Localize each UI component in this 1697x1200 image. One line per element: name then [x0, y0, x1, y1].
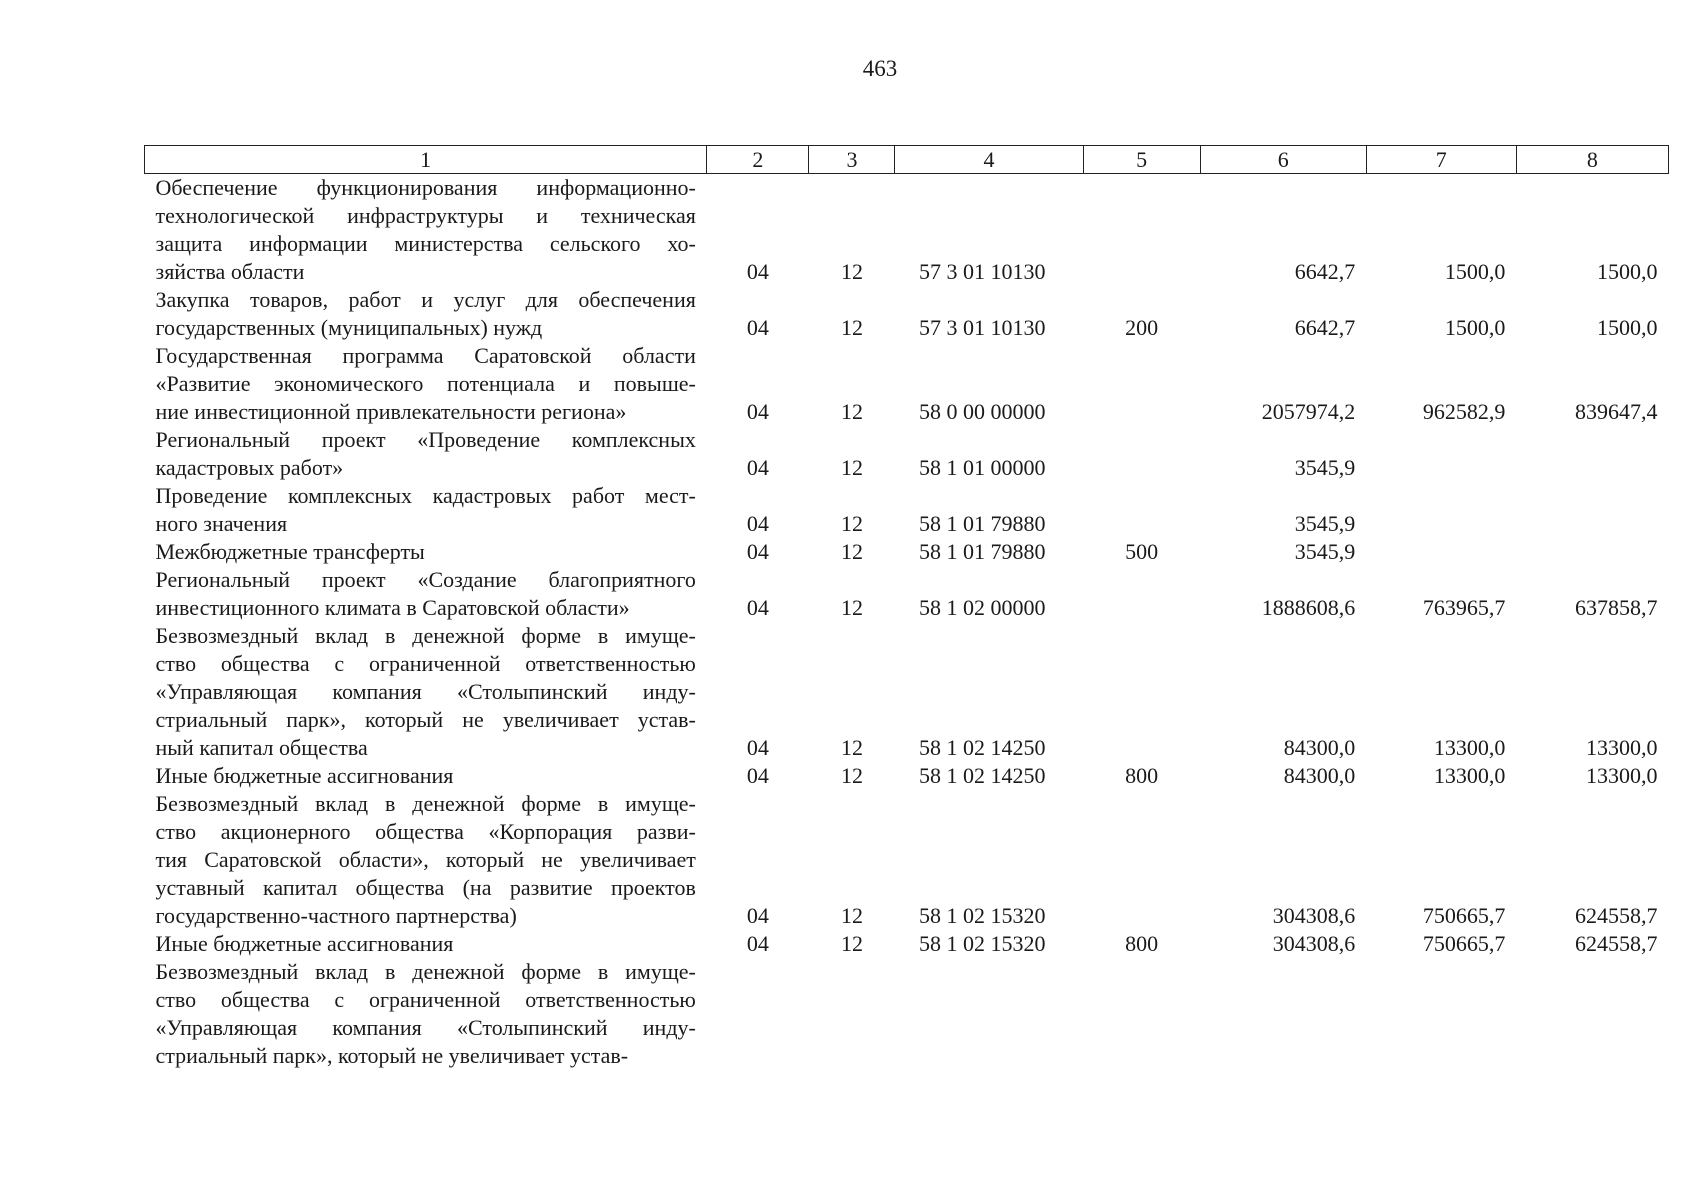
- amount-col-7: 13300,0: [1433, 735, 1506, 760]
- header-col-3: 3: [809, 146, 895, 174]
- subsection-code: 12: [840, 455, 863, 480]
- target-article-code: 58 1 02 15320: [918, 903, 1046, 928]
- expense-type-code: [1083, 426, 1200, 482]
- amount-col-8: 637858,7: [1575, 595, 1658, 620]
- subsection-code: 12: [840, 315, 863, 340]
- amount-col-8: 624558,7: [1575, 903, 1658, 928]
- row-name-line: Безвозмездный вклад в денежной форме в имуще-: [155, 623, 696, 648]
- subsection-code: 12: [840, 735, 863, 760]
- table-row: [145, 958, 1669, 1070]
- row-name: [145, 790, 707, 930]
- row-name-line: государственных (муниципальных) нужд: [155, 315, 543, 340]
- amount-col-6: 3545,9: [1294, 511, 1356, 536]
- amount-col-7: [1366, 958, 1516, 1070]
- table-row: [145, 566, 1669, 622]
- row-name-line: «Развитие экономического потенциала и повыше-: [155, 371, 696, 396]
- amount-col-8: 1500,0: [1597, 259, 1658, 284]
- row-name-line: Закупка товаров, работ и услуг для обеспечения: [155, 287, 696, 312]
- amount-col-6: 3545,9: [1294, 539, 1356, 564]
- table-row: [145, 342, 1669, 426]
- row-name: [145, 342, 707, 426]
- row-name: [145, 566, 707, 622]
- row-name: [145, 174, 707, 287]
- target-article-code: 58 1 01 79880: [918, 511, 1046, 536]
- section-code: 04: [746, 763, 769, 788]
- table-row: [145, 762, 1669, 790]
- target-article-code: 58 1 01 79880: [918, 539, 1046, 564]
- row-name-line: стриальный парк», который не увеличивает устав-: [155, 1043, 629, 1068]
- amount-col-7: 1500,0: [1444, 315, 1506, 340]
- row-name-line: Межбюджетные трансферты: [155, 539, 425, 564]
- row-name: [145, 286, 707, 342]
- table-row: [145, 286, 1669, 342]
- amount-col-7: 13300,0: [1433, 763, 1506, 788]
- amount-col-8: [1516, 482, 1668, 538]
- budget-table: [144, 145, 1669, 1070]
- amount-col-6: 1888608,6: [1261, 595, 1356, 620]
- amount-col-8: [1516, 958, 1668, 1070]
- table-row: [145, 426, 1669, 482]
- table-row: [145, 622, 1669, 762]
- amount-col-8: [1516, 426, 1668, 482]
- amount-col-6: 6642,7: [1294, 259, 1356, 284]
- subsection-code: 12: [840, 259, 863, 284]
- row-name-line: ного значения: [155, 511, 288, 536]
- table-row: [145, 174, 1669, 287]
- row-name-line: Региональный проект «Создание благоприятного: [155, 567, 696, 592]
- header-col-6: 6: [1200, 146, 1366, 174]
- row-name-line: Безвозмездный вклад в денежной форме в имуще-: [155, 959, 696, 984]
- row-name-line: ство общества с ограниченной ответственностью: [155, 651, 696, 676]
- header-col-4: 4: [895, 146, 1083, 174]
- subsection-code: 12: [840, 763, 863, 788]
- subsection-code: 12: [840, 931, 863, 956]
- amount-col-6: 3545,9: [1294, 455, 1356, 480]
- expense-type-code: [1083, 342, 1200, 426]
- amount-col-6: 84300,0: [1283, 763, 1356, 788]
- table-row: [145, 482, 1669, 538]
- expense-type-code: [1083, 482, 1200, 538]
- row-name: [145, 482, 707, 538]
- expense-type-code: 800: [1125, 931, 1159, 956]
- row-name-line: Государственная программа Саратовской области: [155, 343, 696, 368]
- amount-col-6: [1200, 958, 1366, 1070]
- amount-col-7: 750665,7: [1422, 903, 1506, 928]
- section-code: 04: [746, 539, 769, 564]
- expense-type-code: [1083, 622, 1200, 762]
- section-code: 04: [746, 735, 769, 760]
- amount-col-7: 763965,7: [1422, 595, 1506, 620]
- target-article-code: [895, 958, 1083, 1070]
- header-col-7: 7: [1366, 146, 1516, 174]
- section-code: 04: [746, 511, 769, 536]
- amount-col-6: 84300,0: [1283, 735, 1356, 760]
- row-name: [145, 762, 707, 790]
- target-article-code: 58 1 02 14250: [918, 763, 1046, 788]
- subsection-code: [809, 958, 895, 1070]
- amount-col-6: 304308,6: [1272, 903, 1356, 928]
- amount-col-7: 750665,7: [1422, 931, 1506, 956]
- subsection-code: 12: [840, 399, 863, 424]
- amount-col-8: [1516, 538, 1668, 566]
- row-name-line: Региональный проект «Проведение комплексных: [155, 427, 696, 452]
- amount-col-8: 1500,0: [1597, 315, 1658, 340]
- row-name-line: «Управляющая компания «Столыпинский инду-: [155, 1015, 696, 1040]
- section-code: [707, 958, 809, 1070]
- target-article-code: 58 1 02 14250: [918, 735, 1046, 760]
- page-number: 463: [862, 56, 898, 81]
- row-name-line: «Управляющая компания «Столыпинский инду-: [155, 679, 696, 704]
- row-name: [145, 426, 707, 482]
- section-code: 04: [746, 903, 769, 928]
- row-name-line: тия Саратовской области», который не увеличивает: [155, 847, 696, 872]
- row-name-line: инвестиционного климата в Саратовской области»: [155, 595, 630, 620]
- row-name-line: Проведение комплексных кадастровых работ мест-: [155, 483, 696, 508]
- section-code: 04: [746, 595, 769, 620]
- section-code: 04: [746, 455, 769, 480]
- target-article-code: 58 0 00 00000: [918, 399, 1046, 424]
- amount-col-6: 2057974,2: [1261, 399, 1356, 424]
- amount-col-7: [1366, 538, 1516, 566]
- row-name-line: Безвозмездный вклад в денежной форме в имуще-: [155, 791, 696, 816]
- amount-col-7: 1500,0: [1444, 259, 1506, 284]
- subsection-code: 12: [840, 539, 863, 564]
- header-col-8: 8: [1516, 146, 1668, 174]
- header-col-2: 2: [707, 146, 809, 174]
- row-name-line: зяйства области: [155, 259, 305, 284]
- row-name: [145, 622, 707, 762]
- expense-type-code: [1083, 790, 1200, 930]
- target-article-code: 57 3 01 10130: [918, 315, 1046, 340]
- target-article-code: 58 1 02 15320: [918, 931, 1046, 956]
- amount-col-8: 13300,0: [1586, 763, 1658, 788]
- row-name-line: Иные бюджетные ассигнования: [155, 931, 454, 956]
- target-article-code: 58 1 01 00000: [918, 455, 1046, 480]
- header-col-5: 5: [1083, 146, 1200, 174]
- row-name: [145, 958, 707, 1070]
- section-code: 04: [746, 931, 769, 956]
- row-name-line: ство акционерного общества «Корпорация разви-: [155, 819, 696, 844]
- row-name-line: государственно-частного партнерства): [155, 903, 517, 928]
- amount-col-8: 839647,4: [1575, 399, 1658, 424]
- row-name-line: ство общества с ограниченной ответственностью: [155, 987, 696, 1012]
- row-name-line: ние инвестиционной привлекательности региона»: [155, 399, 627, 424]
- row-name-line: кадастровых работ»: [155, 455, 344, 480]
- section-code: 04: [746, 399, 769, 424]
- expense-type-code: [1083, 566, 1200, 622]
- row-name-line: Иные бюджетные ассигнования: [155, 763, 454, 788]
- table-header-row: [145, 146, 1669, 174]
- row-name: [145, 930, 707, 958]
- amount-col-7: 962582,9: [1422, 399, 1506, 424]
- target-article-code: 58 1 02 00000: [918, 595, 1046, 620]
- table-body: [145, 174, 1669, 1071]
- table-row: [145, 930, 1669, 958]
- expense-type-code: 200: [1125, 315, 1159, 340]
- row-name-line: ный капитал общества: [155, 735, 368, 760]
- row-name-line: технологической инфраструктуры и техническая: [155, 203, 696, 228]
- amount-col-7: [1366, 482, 1516, 538]
- row-name-line: стриальный парк», который не увеличивает устав-: [155, 707, 696, 732]
- expense-type-code: 800: [1125, 763, 1159, 788]
- subsection-code: 12: [840, 595, 863, 620]
- target-article-code: 57 3 01 10130: [918, 259, 1046, 284]
- row-name: [145, 538, 707, 566]
- section-code: 04: [746, 259, 769, 284]
- row-name-line: уставный капитал общества (на развитие проектов: [155, 875, 696, 900]
- amount-col-7: [1366, 426, 1516, 482]
- table-row: [145, 538, 1669, 566]
- subsection-code: 12: [840, 903, 863, 928]
- row-name-line: защита информации министерства сельского хо-: [155, 231, 696, 256]
- amount-col-8: 624558,7: [1575, 931, 1658, 956]
- amount-col-6: 304308,6: [1272, 931, 1356, 956]
- table-row: [145, 790, 1669, 930]
- amount-col-6: 6642,7: [1294, 315, 1356, 340]
- expense-type-code: 500: [1125, 539, 1159, 564]
- subsection-code: 12: [840, 511, 863, 536]
- expense-type-code: [1083, 174, 1200, 287]
- section-code: 04: [746, 315, 769, 340]
- header-col-1: 1: [145, 146, 707, 174]
- row-name-line: Обеспечение функционирования информационно-: [155, 175, 696, 200]
- expense-type-code: [1083, 958, 1200, 1070]
- amount-col-8: 13300,0: [1586, 735, 1658, 760]
